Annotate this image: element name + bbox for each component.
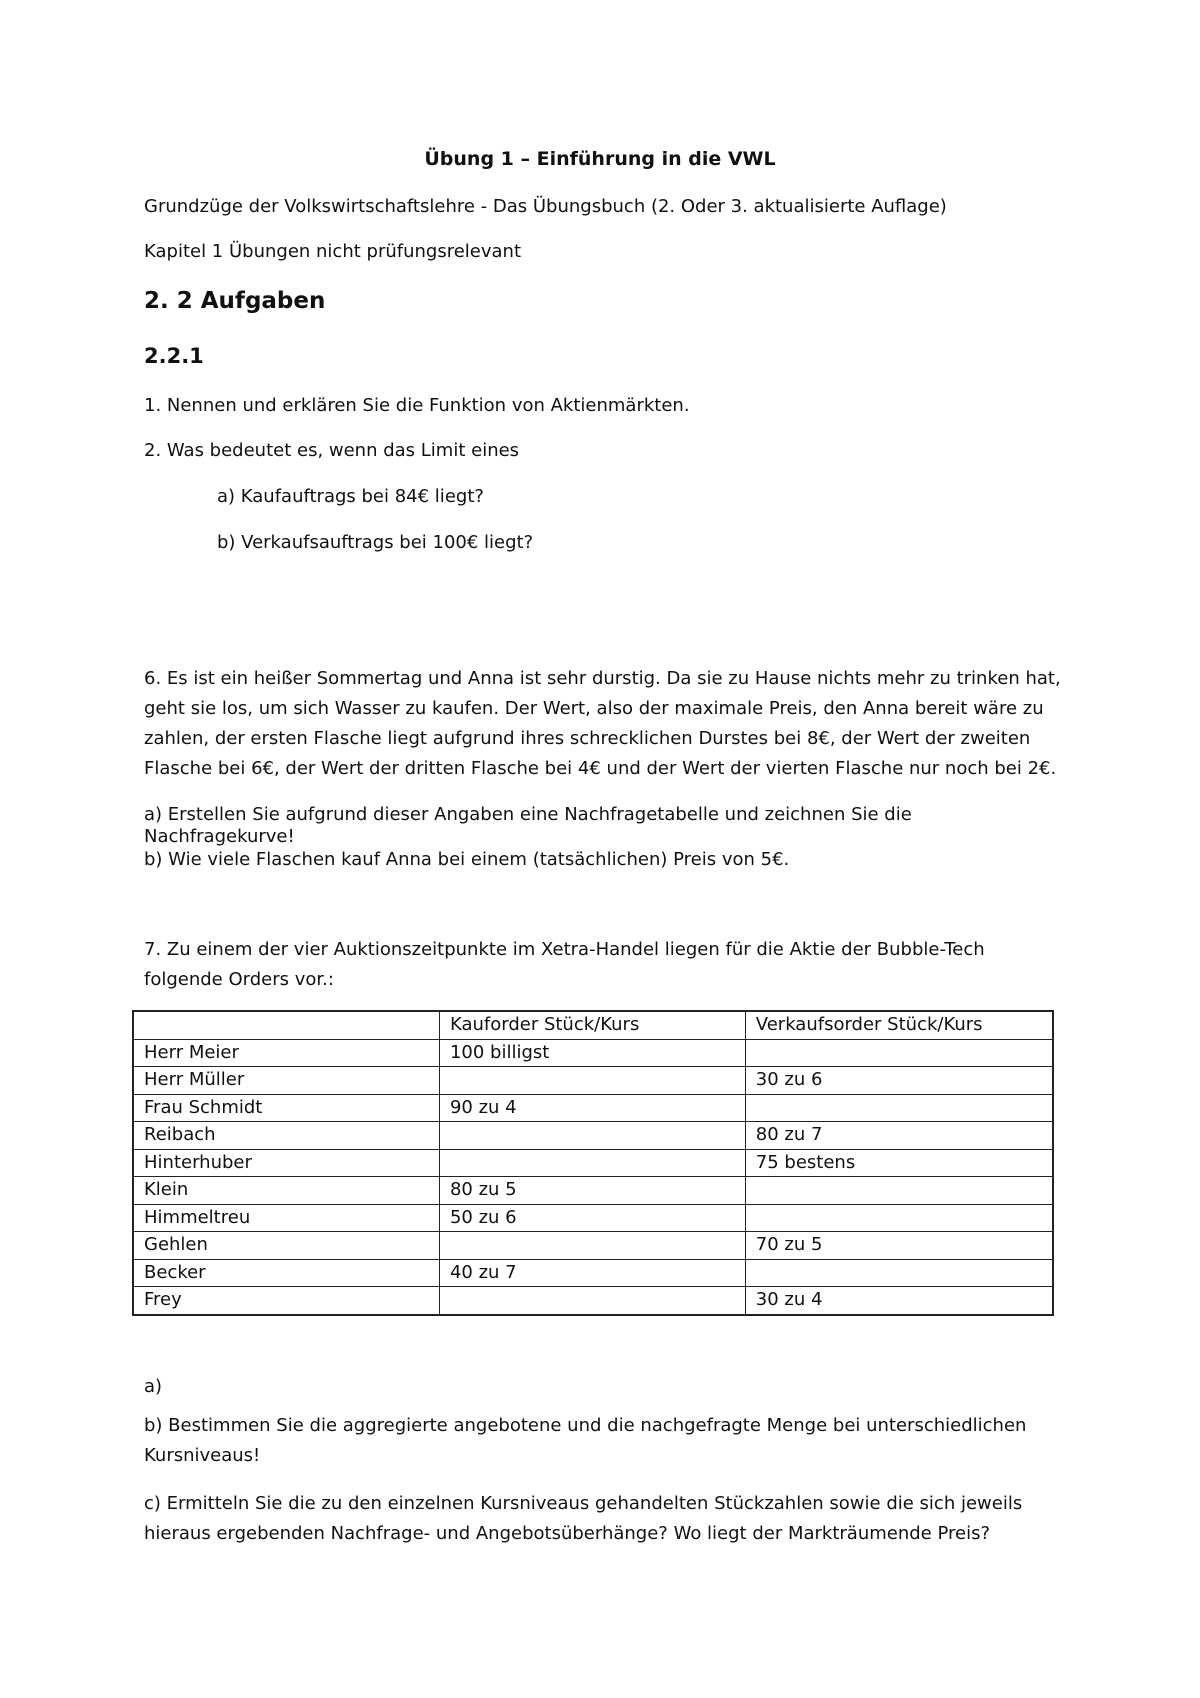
question-7: 7. Zu einem der vier Auktionszeitpunkte im Xetra-Handel liegen für die Aktie der Bubble-Tech folgende Orders vor.: [144,939,985,990]
question-2: 2. Was bedeutet es, wenn das Limit eines [144,440,520,461]
header-cell: Verkaufsorder Stück/Kurs [745,1011,1053,1039]
table-row [133,1122,1053,1150]
table-cell-buy: 40 zu 7 [439,1259,745,1287]
table-cell-buy: 50 zu 6 [439,1204,745,1232]
question-1: 1. Nennen und erklären Sie die Funktion von Aktienmärkten. [144,395,690,416]
header-cell [133,1011,439,1039]
table-cell-buy [439,1287,745,1315]
table-cell-name: Becker [133,1259,439,1287]
table-cell-name: Gehlen [133,1232,439,1260]
table-cell-buy: 80 zu 5 [439,1177,745,1205]
table-cell-name: Himmeltreu [133,1204,439,1232]
section-heading: 2. 2 Aufgaben [144,288,326,314]
question-6a: a) Erstellen Sie aufgrund dieser Angaben eine Nachfragetabelle und zeichnen Sie die Nachfragekurve! [144,804,912,847]
table-cell-name: Reibach [133,1122,439,1150]
table-cell-name: Hinterhuber [133,1149,439,1177]
table-cell-sell: 75 bestens [745,1149,1053,1177]
table-row [133,1177,1053,1205]
question-2a: a) Kaufauftrags bei 84€ liegt? [217,486,484,507]
header-cell: Kauforder Stück/Kurs [439,1011,745,1039]
table-cell-name: Frau Schmidt [133,1094,439,1122]
table-cell-name: Herr Müller [133,1067,439,1095]
table-header-row [133,1011,1053,1039]
table-row [133,1232,1053,1260]
question-6b: b) Wie viele Flaschen kauf Anna bei einem (tatsächlichen) Preis von 5€. [144,849,790,870]
question-6: 6. Es ist ein heißer Sommertag und Anna ist sehr durstig. Da sie zu Hause nichts mehr zu trinken hat, geht sie los, um sich Wasser zu kaufen. Der Wert, also der maximale Preis, den Anna bereit wäre zu zahlen, der ersten Flasche liegt aufgrund ihres schrecklichen Durstes bei 8€, der Wert der zweiten Flasche bei 6€, der Wert der dritten Flasche bei 4€ und der Wert der vierten Flasche nur noch bei 2€. [144,668,1061,779]
chapter-note: Kapitel 1 Übungen nicht prüfungsrelevant [144,241,522,262]
orders-table [132,1010,1054,1316]
table-cell-name: Herr Meier [133,1039,439,1067]
table-cell-sell [745,1039,1053,1067]
table-cell-buy [439,1067,745,1095]
table-cell-sell [745,1204,1053,1232]
table-row [133,1094,1053,1122]
table-cell-buy [439,1122,745,1150]
table-row [133,1287,1053,1315]
question-2b: b) Verkaufsauftrags bei 100€ liegt? [217,532,534,553]
question-7c: c) Ermitteln Sie die zu den einzelnen Kursniveaus gehandelten Stückzahlen sowie die sich jeweils hieraus ergebenden Nachfrage- und Angebotsüberhänge? Wo liegt der Markträumende Preis? [144,1493,1023,1544]
table-row [133,1039,1053,1067]
table-cell-sell [745,1094,1053,1122]
table-cell-sell: 70 zu 5 [745,1232,1053,1260]
table-cell-name: Klein [133,1177,439,1205]
subsection-heading: 2.2.1 [144,344,204,368]
table-cell-buy: 90 zu 4 [439,1094,745,1122]
table-cell-sell: 30 zu 6 [745,1067,1053,1095]
table-row [133,1149,1053,1177]
table-row [133,1067,1053,1095]
table-cell-buy: 100 billigst [439,1039,745,1067]
table-cell-sell: 30 zu 4 [745,1287,1053,1315]
question-7a: a) [144,1376,163,1397]
table-row [133,1259,1053,1287]
table-cell-sell [745,1177,1053,1205]
table-cell-sell [745,1259,1053,1287]
table-cell-sell: 80 zu 7 [745,1122,1053,1150]
question-7b: b) Bestimmen Sie die aggregierte angebotene und die nachgefragte Menge bei unterschiedlichen Kursniveaus! [144,1415,1027,1466]
table-cell-name: Frey [133,1287,439,1315]
subtitle: Grundzüge der Volkswirtschaftslehre - Das Übungsbuch (2. Oder 3. aktualisierte Auflage) [144,196,947,217]
table-cell-buy [439,1232,745,1260]
page-title: Übung 1 – Einführung in die VWL [424,148,776,170]
table-cell-buy [439,1149,745,1177]
table-row [133,1204,1053,1232]
